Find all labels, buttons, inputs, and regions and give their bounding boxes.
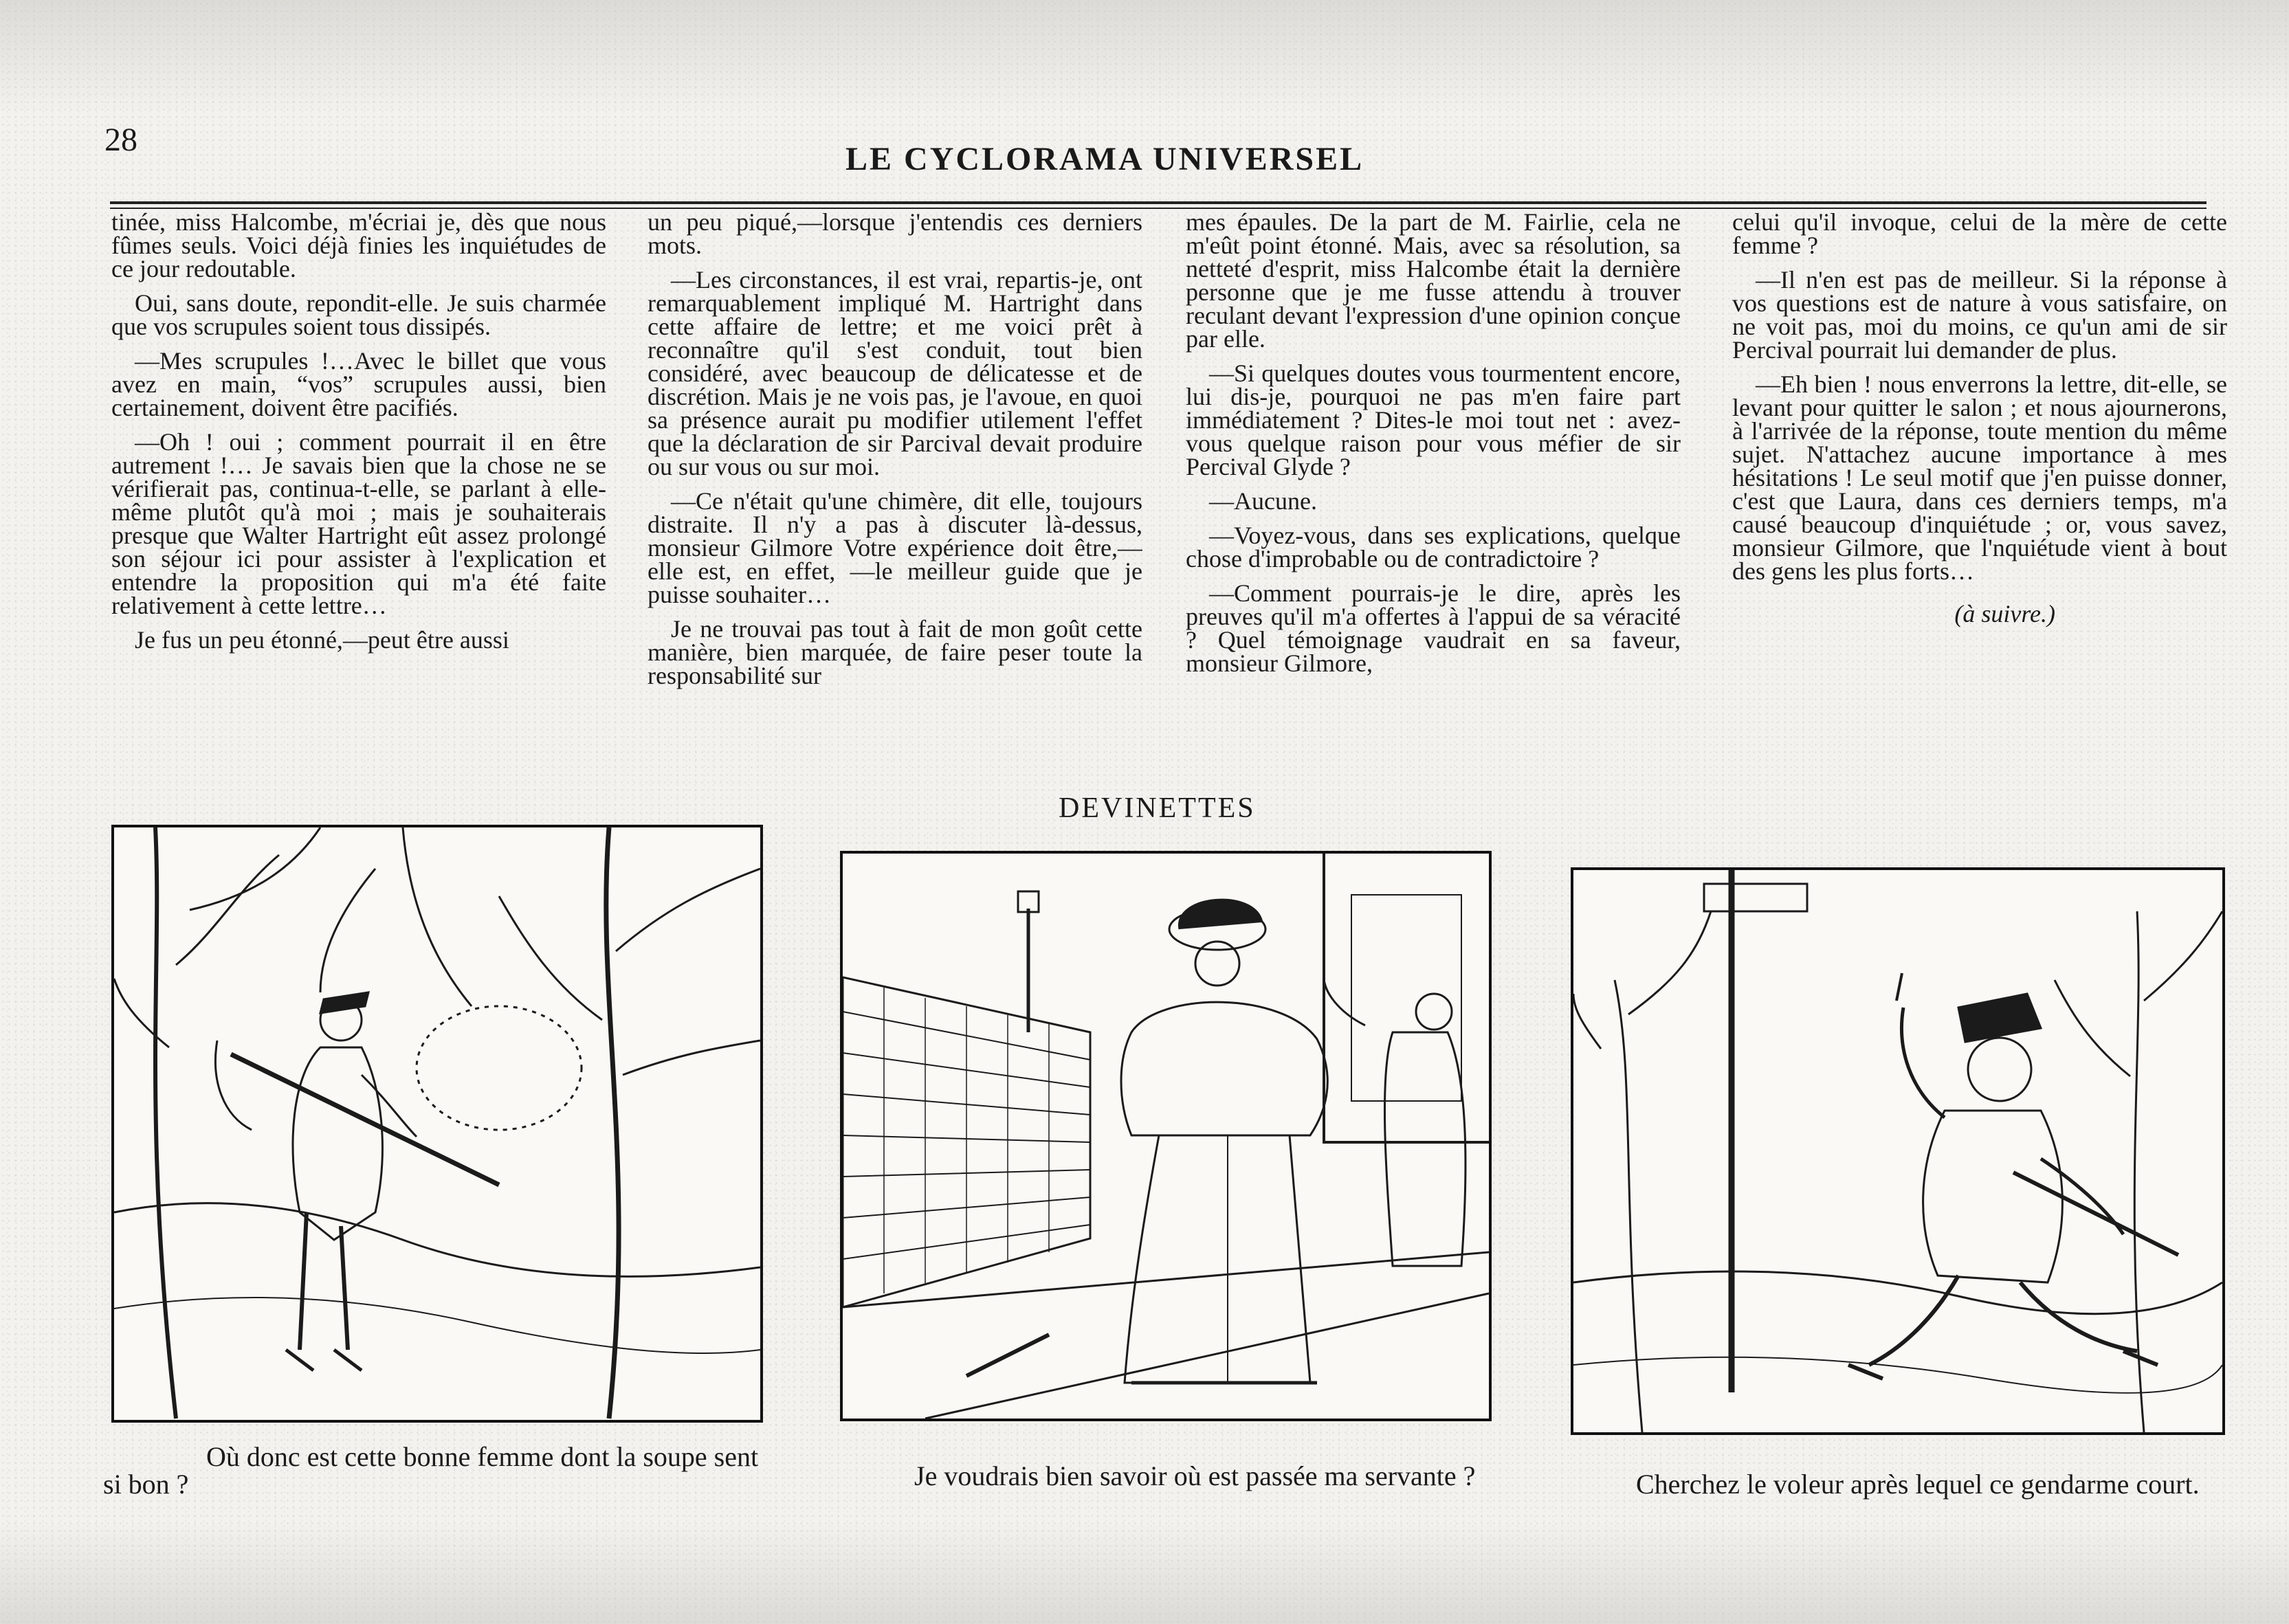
article-column-4	[1732, 210, 2227, 772]
riddles-section-title: DEVINETTES	[1059, 792, 1256, 824]
paragraph: —Les circonstances, il est vrai, repartis-je, ont remarquablement impliqué M. Hartright dans cette affaire de lettre; et me voici prêt à reconnaître qu'il s'est conduit, tout bien considéré, avec beaucoup de délicatesse et de discrétion. Mais je ne vois pas, je l'avoue, en quoi sa présence aurait pu modifier utilement l'effet que la déclaration de sir Parcival devait produire ou sur vous ou sur moi.	[648, 266, 1142, 480]
paragraph: celui qu'il invoque, celui de la mère de cette femme ?	[1732, 210, 2227, 259]
riddle-illustration-gendarme	[1571, 867, 2225, 1435]
article-column-2	[648, 210, 1142, 772]
paragraph: —Eh bien ! nous enverrons la lettre, dit-elle, se levant pour quitter le salon ; et nous ajournerons, à l'arrivée de la réponse, toute mention du même sujet. N'attachez aucune importance à mes hésitations ! Le seul motif que j'en puisse donner, c'est que Laura, dans ces derniers temps, m'a causé beaucoup d'inquiétude ; or, vous savez, monsieur Gilmore, que l'nquiétude vient à bout des gens les plus forts…	[1732, 370, 2227, 585]
paragraph: —Aucune.	[1209, 487, 1317, 515]
page-number: 28	[104, 122, 137, 158]
hunter-engraving	[114, 827, 760, 1420]
paragraph: Je ne trouvai pas tout à fait de mon goût cette manière, bien marquée, de faire peser toute la responsabilité sur	[648, 615, 1142, 689]
lady-engraving	[843, 854, 1489, 1419]
riddle-illustration-hunter	[111, 825, 763, 1423]
paragraph: Oui, sans doute, repondit-elle. Je suis charmée que vos scrupules soient tous dissipés.	[111, 289, 606, 340]
paragraph: tinée, miss Halcombe, m'écriai je, dès que nous fûmes seuls. Voici déjà finies les inquiétudes de ce jour redoutable.	[111, 210, 606, 282]
paragraph: un peu piqué,—lorsque j'entendis ces derniers mots.	[648, 210, 1142, 259]
header-rule-thin	[110, 208, 2207, 209]
scan-edge-top	[0, 0, 2289, 113]
paragraph: —Mes scrupules !…Avec le billet que vous avez en main, “vos” scrupules aussi, bien certainement, doivent être pacifiés.	[111, 347, 606, 421]
paragraph: Je fus un peu étonné,—peut être aussi	[135, 626, 509, 654]
article-column-1	[111, 210, 606, 772]
paragraph: —Ce n'était qu'une chimère, dit elle, toujours distraite. Il n'y a pas à discuter là-dessus, monsieur Gilmore Votre expérience doit être,—elle est, en effet, —le meilleur guide que je puisse souhaiter…	[648, 487, 1142, 608]
paragraph: —Si quelques doutes vous tourmentent encore, lui dis-je, pourquoi ne pas m'en faire part immédiatement ? Dites-le moi tout net : avez-vous quelque raison pour vous méfier de sir Percival Glyde ?	[1186, 359, 1681, 480]
riddle-caption-3: Cherchez le voleur après lequel ce gendarme court.	[1636, 1469, 2200, 1500]
riddle-caption-1: Où donc est cette bonne femme dont la soupe sent si bon ?	[103, 1441, 759, 1500]
header-rule	[110, 201, 2207, 204]
gendarme-engraving	[1573, 870, 2222, 1432]
article-column-3	[1186, 210, 1681, 772]
paragraph: —Il n'en est pas de meilleur. Si la réponse à vos questions est de nature à vous satisfaire, on ne voit pas, moi du moins, ce qu'un ami de sir Percival pourrait lui demander de plus.	[1732, 266, 2227, 364]
to-be-continued: (à suivre.)	[1954, 600, 2055, 627]
running-title: LE CYCLORAMA UNIVERSEL	[845, 141, 1364, 177]
riddle-illustration-lady	[840, 851, 1492, 1421]
paragraph: mes épaules. De la part de M. Fairlie, cela ne m'eût point étonné. Mais, avec sa résolution, sa netteté d'esprit, miss Halcombe était la dernière personne que je me fusse attendu à trouver reculant devant l'expression d'une opinion conçue par elle.	[1186, 210, 1681, 353]
riddle-caption-2: Je voudrais bien savoir où est passée ma servante ?	[914, 1460, 1476, 1491]
paragraph: —Voyez-vous, dans ses explications, quelque chose d'improbable ou de contradictoire ?	[1186, 522, 1681, 572]
paragraph: —Oh ! oui ; comment pourrait il en être autrement !… Je savais bien que la chose ne se vérifierait pas, continua-t-elle, se parlant à elle-même plutôt qu'à moi ; mais je souhaiterais presque que Walter Hartright eût assez prolongé son séjour ici pour assister à l'explication et entendre la proposition qui m'a été faite relativement à cette lettre…	[111, 428, 606, 619]
paragraph: —Comment pourrais-je le dire, après les preuves qu'il m'a offertes à l'appui de sa véracité ? Quel témoignage vaudrait en sa faveur, monsieur Gilmore,	[1186, 579, 1681, 677]
scan-edge-bottom	[0, 1521, 2289, 1624]
